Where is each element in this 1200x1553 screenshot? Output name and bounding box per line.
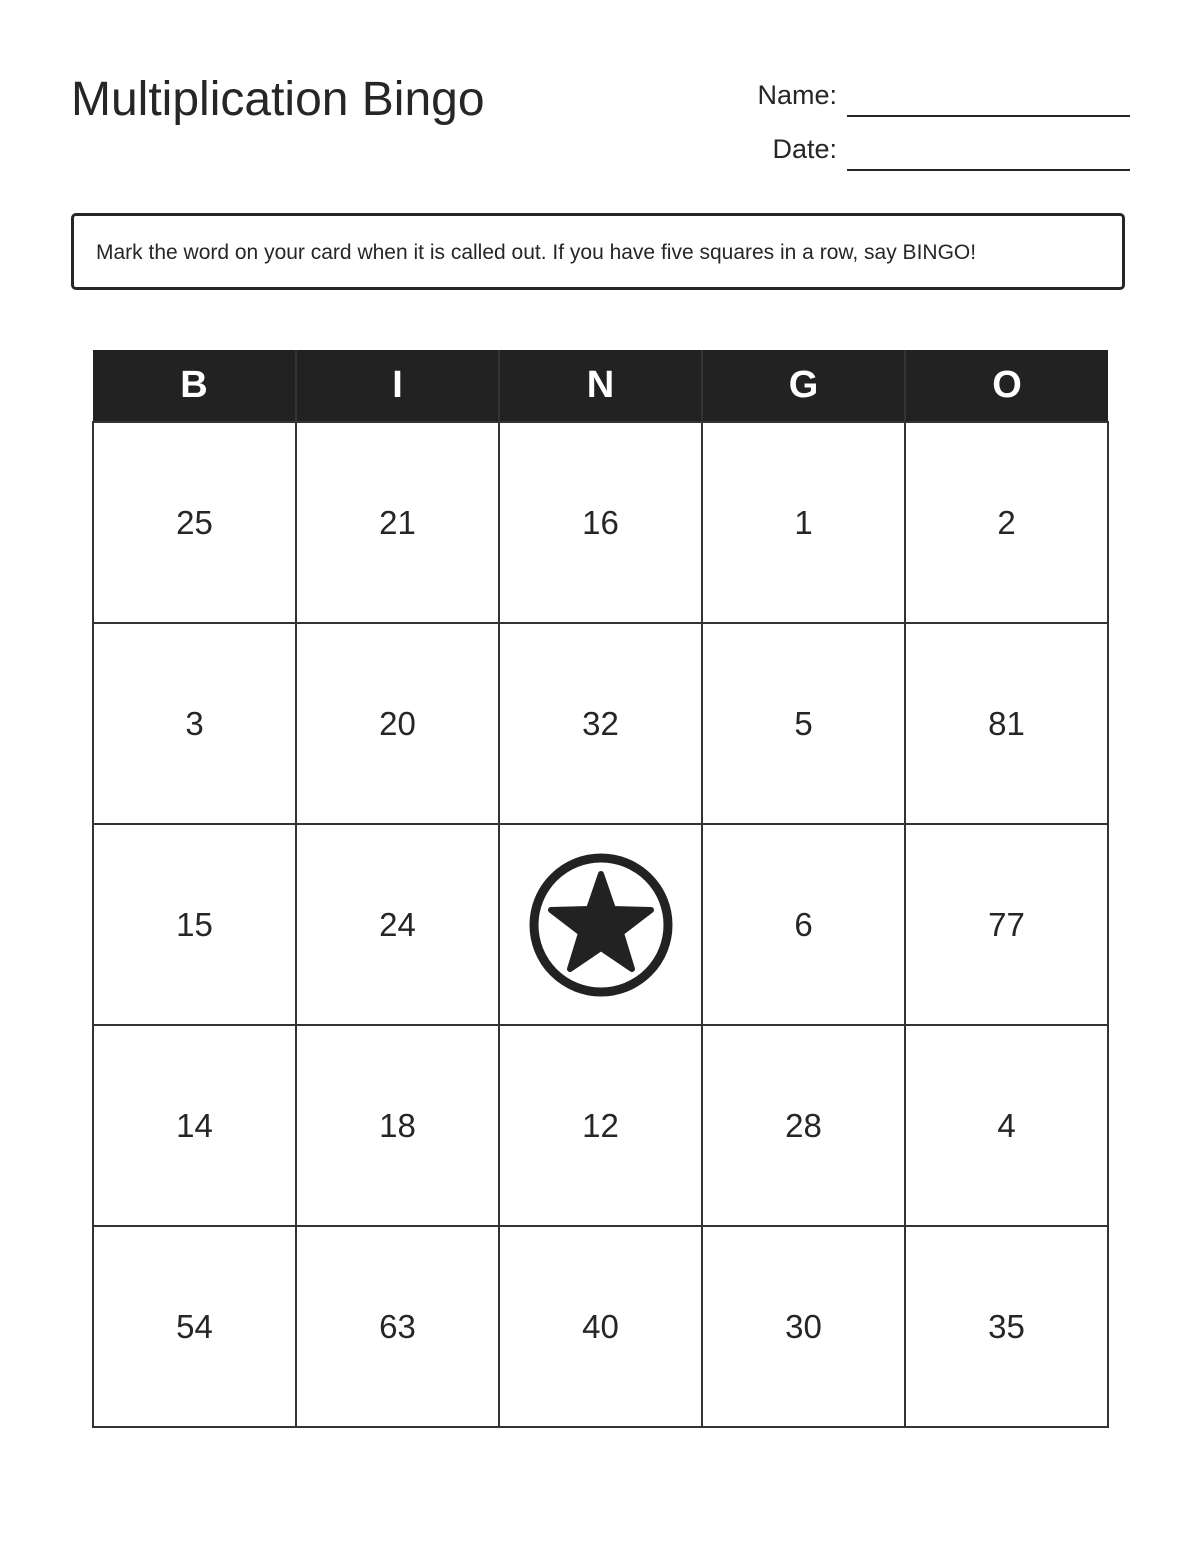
name-input[interactable] — [847, 79, 1130, 115]
date-label: Date: — [772, 134, 837, 164]
header-b: B — [93, 350, 296, 422]
bingo-card — [92, 350, 1109, 1428]
date-underline — [847, 169, 1130, 171]
bingo-cell[interactable]: 32 — [499, 623, 702, 824]
bingo-cell[interactable]: 14 — [93, 1025, 296, 1226]
header-i: I — [296, 350, 499, 422]
bingo-cell[interactable]: 4 — [905, 1025, 1108, 1226]
bingo-cell[interactable]: 1 — [702, 422, 905, 623]
bingo-cell[interactable]: 40 — [499, 1226, 702, 1427]
bingo-cell[interactable]: 54 — [93, 1226, 296, 1427]
bingo-cell[interactable]: 81 — [905, 623, 1108, 824]
name-underline — [847, 115, 1130, 117]
bingo-cell[interactable]: 24 — [296, 824, 499, 1025]
header-n: N — [499, 350, 702, 422]
page-title: Multiplication Bingo — [71, 73, 485, 126]
header-g: G — [702, 350, 905, 422]
bingo-row — [93, 422, 1108, 623]
bingo-cell[interactable]: 77 — [905, 824, 1108, 1025]
bingo-cell[interactable]: 63 — [296, 1226, 499, 1427]
bingo-cell[interactable]: 5 — [702, 623, 905, 824]
bingo-cell[interactable]: 21 — [296, 422, 499, 623]
bingo-cell[interactable]: 25 — [93, 422, 296, 623]
name-label: Name: — [757, 80, 837, 110]
bingo-cell[interactable]: 2 — [905, 422, 1108, 623]
bingo-cell[interactable]: 20 — [296, 623, 499, 824]
bingo-cell[interactable]: 12 — [499, 1025, 702, 1226]
name-field — [700, 77, 1130, 117]
bingo-row — [93, 1226, 1108, 1427]
free-space-cell[interactable] — [499, 824, 702, 1025]
bingo-cell[interactable]: 3 — [93, 623, 296, 824]
date-field — [700, 131, 1130, 171]
bingo-header-row — [93, 350, 1108, 422]
bingo-cell[interactable]: 16 — [499, 422, 702, 623]
header-o: O — [905, 350, 1108, 422]
bingo-cell[interactable]: 15 — [93, 824, 296, 1025]
bingo-cell[interactable]: 35 — [905, 1226, 1108, 1427]
bingo-row — [93, 1025, 1108, 1226]
bingo-cell[interactable]: 6 — [702, 824, 905, 1025]
instructions-text: Mark the word on your card when it is called out. If you have five squares in a row, say BINGO! — [96, 241, 977, 264]
bingo-row — [93, 824, 1108, 1025]
bingo-cell[interactable]: 30 — [702, 1226, 905, 1427]
bingo-row — [93, 623, 1108, 824]
star-in-circle-icon — [526, 850, 676, 1000]
date-input[interactable] — [847, 133, 1130, 169]
instructions-box — [71, 213, 1125, 290]
bingo-cell[interactable]: 18 — [296, 1025, 499, 1226]
bingo-cell[interactable]: 28 — [702, 1025, 905, 1226]
